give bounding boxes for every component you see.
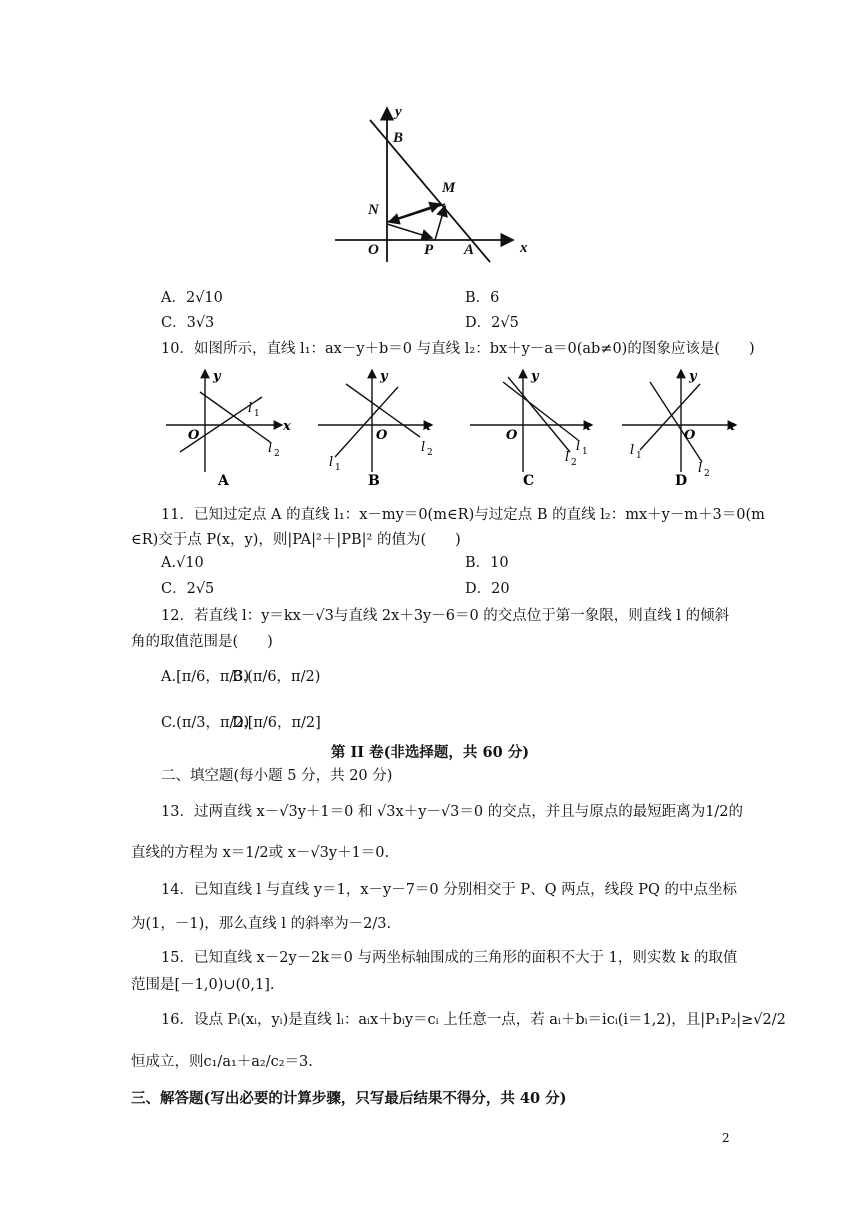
svg-text:l: l	[248, 401, 253, 416]
q12-option-b: B.(π/6，π/2)	[232, 669, 321, 685]
svg-text:1: 1	[582, 447, 588, 457]
svg-text:2: 2	[571, 458, 577, 468]
q10-text: 10．如图所示，直线 l₁：ax－y＋b＝0 与直线 l₂：bx＋y－a＝0(ab≠0)的图象应该是( )	[161, 341, 755, 357]
page-number: 2	[722, 1131, 730, 1145]
svg-text:l: l	[268, 441, 273, 456]
svg-text:l: l	[565, 450, 570, 465]
svg-text:l: l	[630, 443, 635, 458]
svg-text:2: 2	[704, 469, 710, 479]
q13-line2: 直线的方程为 x＝1/2或 x－√3y＋1＝0.	[131, 845, 390, 861]
section2-heading: 二、填空题(每小题 5 分，共 20 分)	[161, 768, 393, 784]
q13-line1: 13．过两直线 x－√3y＋1＝0 和 √3x＋y－√3＝0 的交点，并且与原点的最短距离为1/2的	[161, 804, 744, 820]
svg-text:y: y	[689, 369, 697, 384]
q11-option-c: C．2√5	[161, 581, 215, 597]
q12-option-d: D.[π/6，π/2]	[232, 715, 321, 731]
q11-line2: ∈R)交于点 P(x，y)，则|PA|²＋|PB|² 的值为( )	[131, 532, 461, 548]
svg-text:y: y	[380, 369, 388, 384]
svg-text:C: C	[523, 473, 535, 489]
q12-option-a: A.[π/6，π/3)	[161, 669, 250, 685]
svg-text:A: A	[218, 473, 229, 489]
figure-q10	[0, 362, 860, 502]
fig9-O-label: O	[368, 242, 379, 258]
q15-line1: 15．已知直线 x－2y－2k＝0 与两坐标轴围成的三角形的面积不大于 1，则实数 k 的取值	[161, 950, 738, 966]
part2-title: 第 II 卷(非选择题，共 60 分)	[330, 744, 530, 761]
q11-option-d: D．20	[465, 581, 510, 597]
svg-text:2: 2	[427, 448, 433, 458]
fig9-x-label: x	[520, 240, 528, 256]
svg-text:O: O	[188, 428, 200, 443]
svg-text:O: O	[506, 428, 518, 443]
svg-text:l: l	[576, 439, 581, 454]
q11-option-b: B．10	[465, 555, 509, 571]
svg-text:l: l	[329, 455, 334, 470]
svg-text:x: x	[423, 419, 431, 434]
svg-text:y: y	[531, 369, 539, 384]
section3-heading: 三、解答题(写出必要的计算步骤，只写最后结果不得分，共 40 分)	[131, 1090, 567, 1107]
fig9-B-label: B	[393, 130, 404, 146]
q12-option-c: C.(π/3，π/2)	[161, 715, 250, 731]
q9-option-c: C．3√3	[161, 315, 215, 331]
q15-line2: 范围是[－1,0)∪(0,1].	[131, 977, 275, 993]
svg-text:O: O	[684, 428, 696, 443]
q16-line1: 16．设点 Pᵢ(xᵢ，yᵢ)是直线 lᵢ：aᵢx＋bᵢy＝cᵢ 上任意一点，若 aᵢ＋bᵢ＝icᵢ(i＝1,2)，且|P₁P₂|≥√2/2	[161, 1012, 786, 1028]
svg-text:y: y	[213, 369, 221, 384]
svg-text:2: 2	[274, 449, 280, 459]
q11-option-a: A.√10	[161, 555, 204, 571]
q12-line2: 角的取值范围是( )	[131, 634, 273, 650]
q12-line1: 12．若直线 l：y＝kx－√3与直线 2x＋3y－6＝0 的交点位于第一象限，则直线 l 的倾斜	[161, 608, 730, 624]
svg-text:l: l	[421, 440, 426, 455]
q9-option-b: B．6	[465, 290, 500, 306]
svg-text:x: x	[583, 419, 591, 434]
svg-text:x: x	[727, 419, 735, 434]
q11-line1: 11．已知过定点 A 的直线 l₁：x－my＝0(m∈R)与过定点 B 的直线 l₂：mx＋y－m＋3＝0(m	[161, 507, 765, 523]
fig9-A-label: A	[464, 242, 475, 258]
q9-option-d: D．2√5	[465, 315, 519, 331]
fig9-M-label: M	[442, 180, 456, 196]
q14-line1: 14．已知直线 l 与直线 y＝1，x－y－7＝0 分别相交于 P、Q 两点，线段 PQ 的中点坐标	[161, 882, 737, 898]
svg-text:l: l	[698, 461, 703, 476]
q16-line2: 恒成立，则c₁/a₁＋a₂/c₂＝3.	[131, 1054, 313, 1070]
fig9-N-label: N	[368, 202, 379, 218]
fig9-y-label: y	[395, 104, 402, 120]
fig9-P-label: P	[424, 242, 434, 258]
svg-text:B: B	[368, 473, 380, 489]
svg-text:1: 1	[335, 463, 341, 473]
svg-text:D: D	[675, 473, 688, 489]
svg-text:1: 1	[636, 451, 642, 461]
q9-option-a: A．2√10	[161, 290, 223, 306]
svg-text:O: O	[376, 428, 388, 443]
q14-line2: 为(1，－1)，那么直线 l 的斜率为－2/3.	[131, 916, 392, 932]
svg-text:1: 1	[254, 409, 260, 419]
svg-text:x: x	[283, 419, 291, 434]
